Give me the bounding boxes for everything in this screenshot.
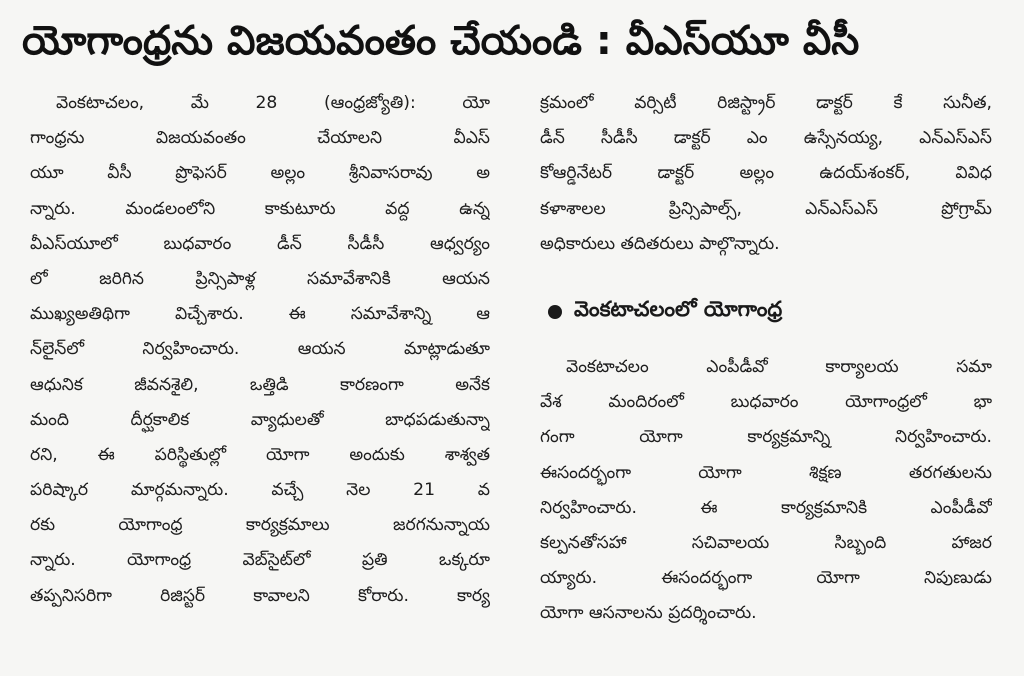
- paragraph-line: గంగా యోగా కార్యక్రమాన్ని నిర్వహించారు.: [540, 427, 992, 448]
- article-column-right-top: [540, 86, 992, 262]
- paragraph-line: వెంకటాచలం ఎంపీడీవో కార్యాలయ సమా: [566, 357, 992, 377]
- paragraph-line: క్రమంలో వర్సిటీ రిజిస్ట్రార్ డాక్టర్ కే సునీత,: [540, 93, 992, 113]
- headline: యోగాంధ్రను విజయవంతం చేయండి : వీఎస్‌యూ వీసీ: [22, 18, 860, 64]
- subheading: [548, 292, 988, 332]
- paragraph-line: ఆధునిక జీవనశైలి, ఒత్తిడి కారణంగా అనేక: [30, 374, 490, 395]
- paragraph-line: లో జరిగిన ప్రిన్సిపాళ్ల సమావేశానికి ఆయన: [30, 268, 490, 289]
- paragraph-line: మంది దీర్ఘకాలిక వ్యాధులతో బాధపడుతున్నా: [30, 409, 490, 430]
- paragraph-line: న్నారు. యోగాంధ్ర వెబ్‌సైట్‌లో ప్రతి ఒక్కరూ: [30, 550, 490, 571]
- paragraph-line: రని, ఈ పరిస్థితుల్లో యోగా అందుకు శాశ్వత: [30, 444, 490, 465]
- paragraph-line: వేశ మందిరంలో బుధవారం యోగాంధ్రలో భా: [540, 392, 992, 413]
- paragraph-line: యోగా ఆసనాలను ప్రదర్శించారు.: [540, 603, 757, 624]
- paragraph-line: ఈసందర్భంగా యోగా శిక్షణ తరగతులను: [540, 462, 992, 483]
- paragraph-line: వీఎస్‌యూలో బుధవారం డీన్ సీడీసీ ఆధ్వర్యం: [30, 233, 490, 254]
- paragraph-line: అధికారులు తదితరులు పాల్గొన్నారు.: [540, 233, 780, 254]
- subheading-text: వెంకటాచలంలో యోగాంధ్ర: [574, 297, 783, 321]
- paragraph-line: యూ వీసీ ప్రొఫెసర్ అల్లం శ్రీనివాసరావు అ: [30, 163, 490, 184]
- paragraph-line: న్నారు. మండలంలోని కాకుటూరు వద్ద ఉన్న: [30, 198, 490, 219]
- paragraph-line: నిర్వహించారు. ఈ కార్యక్రమానికి ఎంపీడీవో: [540, 497, 992, 518]
- paragraph-line: డీన్ సీడీసీ డాక్టర్ ఎం ఉస్సేనయ్య, ఎన్ఎస్ఎస్: [540, 128, 992, 149]
- paragraph-line: కళాశాలల ప్రిన్సిపాల్స్, ఎన్ఎస్ఎస్ ప్రోగ్రామ్: [540, 198, 992, 219]
- article-column-left: [30, 86, 490, 614]
- paragraph-line: గాంధ్రను విజయవంతం చేయాలని వీఎస్: [30, 128, 490, 149]
- paragraph-line: య్యారు. ఈసందర్భంగా యోగా నిపుణుడు: [540, 568, 992, 589]
- paragraph-line: న్‌లైన్‌లో నిర్వహించారు. ఆయన మాట్లాడుతూ: [30, 339, 490, 360]
- paragraph-line: కోఆర్డినేటర్ డాక్టర్ అల్లం ఉదయ్‌శంకర్, వివిధ: [540, 163, 992, 184]
- paragraph-line: వెంకటాచలం, మే 28 (ఆంధ్రజ్యోతి): యో: [56, 93, 490, 113]
- article-column-right-bottom: [540, 350, 992, 632]
- paragraph-line: తప్పనిసరిగా రిజిస్టర్ కావాలని కోరారు. కార్య: [30, 585, 490, 606]
- paragraph-line: ముఖ్యఅతిథిగా విచ్చేశారు. ఈ సమావేశాన్ని ఆ: [30, 304, 490, 325]
- paragraph-line: కల్పనతోసహా సచివాలయ సిబ్బంది హాజర: [540, 532, 992, 553]
- paragraph-line: రకు యోగాంధ్ర కార్యక్రమాలు జరగనున్నాయ: [30, 515, 490, 536]
- bullet-icon: [548, 305, 562, 319]
- paragraph-line: పరిష్కార మార్గమన్నారు. వచ్చే నెల 21 వ: [30, 480, 490, 501]
